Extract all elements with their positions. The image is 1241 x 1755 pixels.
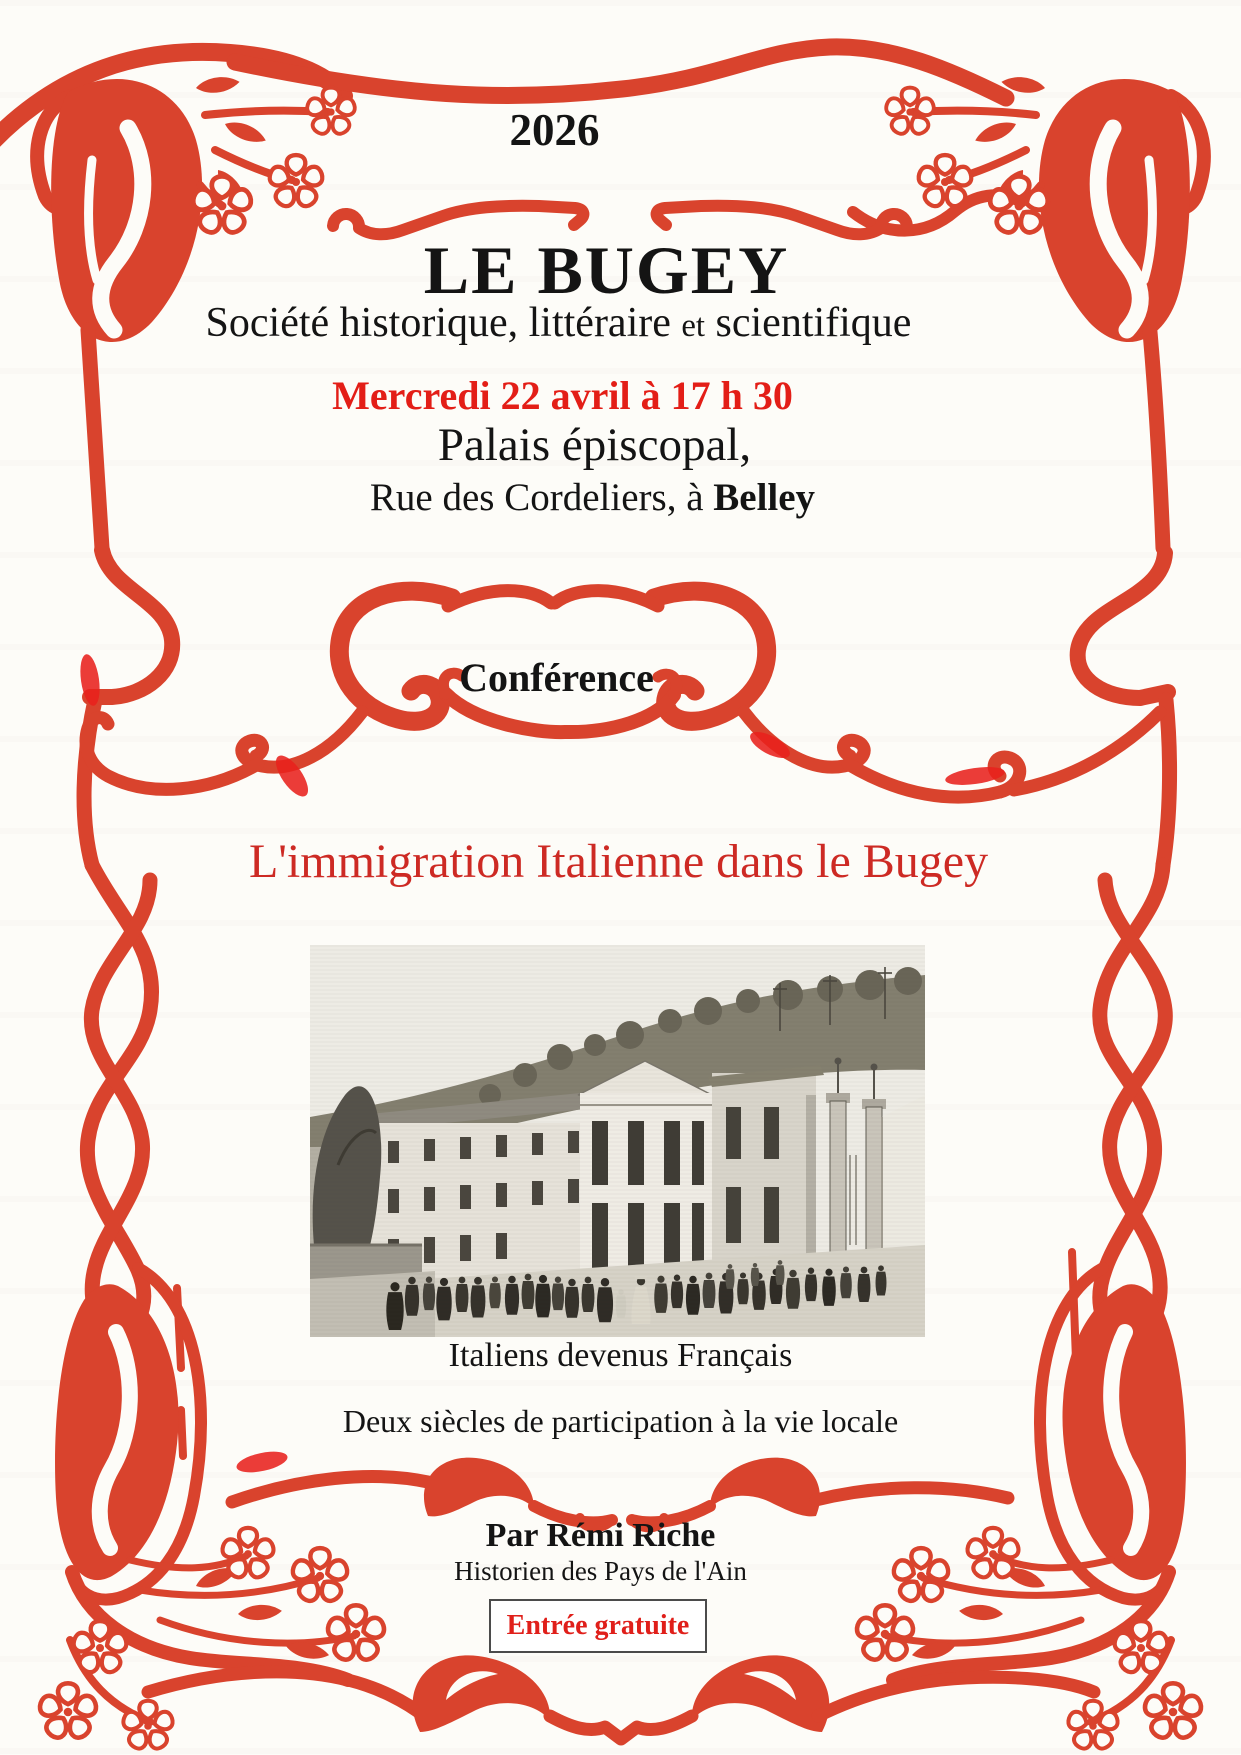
speaker-role: Historien des Pays de l'Ain xyxy=(454,1556,747,1586)
photo-caption-2: Deux siècles de participation à la vie locale xyxy=(342,1403,899,1439)
org-subtitle xyxy=(0,301,1179,346)
org-subtitle-part1: Société historique, littéraire xyxy=(205,300,682,346)
photo-caption-1: Italiens devenus Français xyxy=(448,1337,793,1374)
venue-address xyxy=(0,477,1213,519)
page-title: LE BUGEY xyxy=(423,232,790,308)
venue-name: Palais épiscopal, xyxy=(437,419,752,471)
talk-title: L'immigration Italienne dans le Bugey xyxy=(248,835,989,888)
historical-photo xyxy=(310,945,925,1337)
event-datetime: Mercredi 22 avril à 17 h 30 xyxy=(332,373,793,418)
street-label: Rue des Cordeliers, à xyxy=(369,476,714,519)
year-label: 2026 xyxy=(509,105,600,155)
bottom-wave-ornament xyxy=(148,1655,1094,1739)
conference-label: Conférence xyxy=(459,655,654,700)
org-subtitle-part2: scientifique xyxy=(705,300,912,346)
org-subtitle-et: et xyxy=(681,308,706,344)
speaker-name: Par Rémi Riche xyxy=(485,1517,716,1554)
title-divider-ornament xyxy=(333,206,907,235)
admission-badge xyxy=(489,1599,707,1653)
city-label: Belley xyxy=(713,476,816,519)
admission-label: Entrée gratuite xyxy=(506,1610,690,1641)
historical-photo-art xyxy=(310,945,925,1337)
